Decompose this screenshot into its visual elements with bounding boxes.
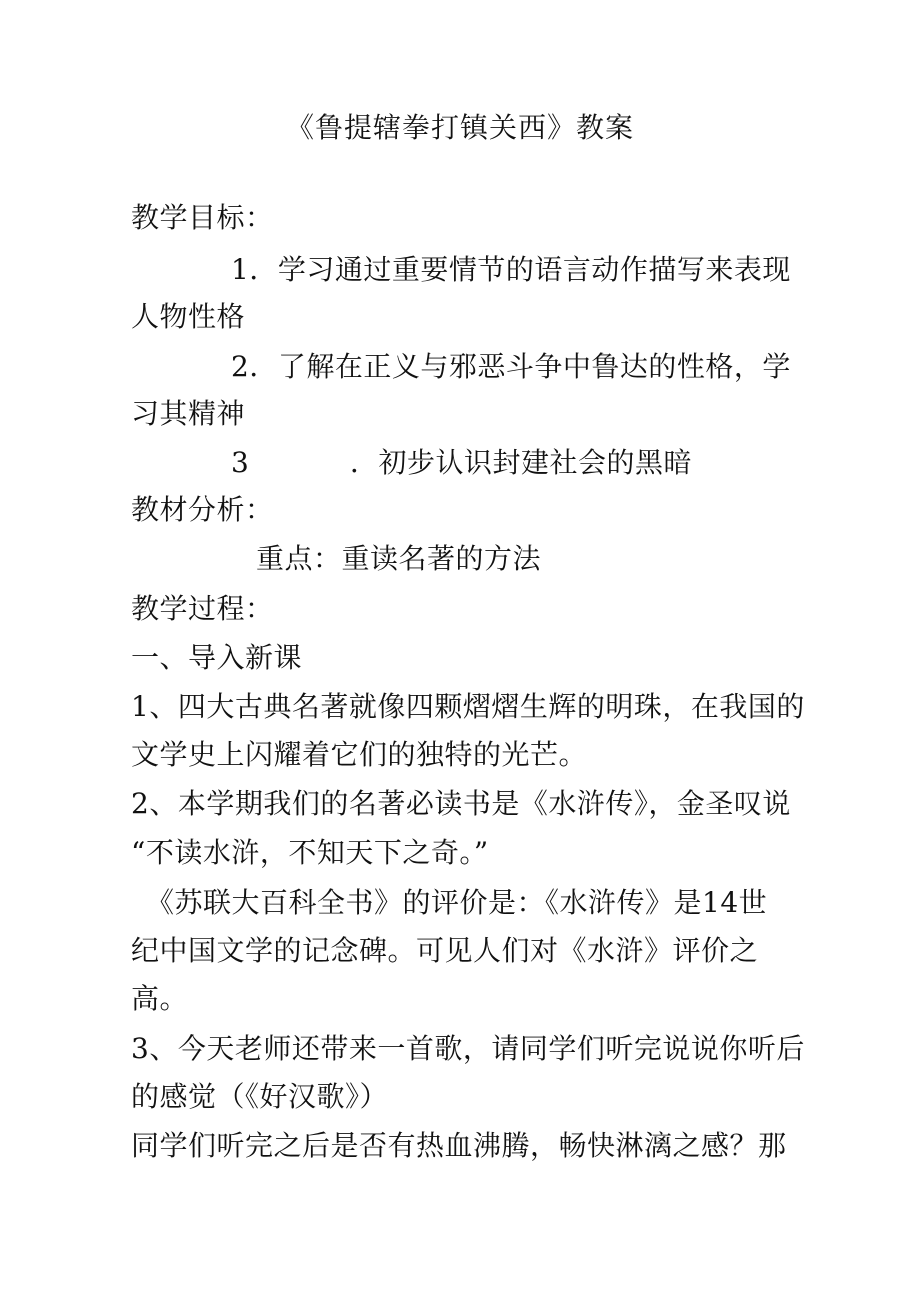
objectives-heading: 教学目标：	[131, 201, 274, 234]
objective-2-line-1: 2．了解在正义与邪恶斗争中鲁达的性格，学	[231, 350, 791, 383]
paragraph-3-line-3: 高。	[131, 982, 189, 1015]
paragraph-2-line-1: 2、本学期我们的名著必读书是《水浒传》，金圣叹说	[131, 787, 791, 820]
paragraph-1-line-1: 1、四大古典名著就像四颗熠熠生辉的明珠，在我国的	[131, 690, 805, 723]
document-title: 《鲁提辖拳打镇关西》教案	[285, 111, 634, 144]
paragraph-3-line-2: 纪中国文学的记念碑。可见人们对《水浒》评价之	[131, 934, 759, 967]
paragraph-4-line-1: 3、今天老师还带来一首歌，请同学们听完说说你听后	[131, 1032, 805, 1065]
process-heading: 教学过程：	[131, 592, 274, 625]
objective-1-line-2: 人物性格	[131, 300, 246, 333]
analysis-heading: 教材分析：	[131, 493, 274, 526]
objective-3-number: 3	[231, 446, 250, 479]
objective-1-line-1: 1．学习通过重要情节的语言动作描写来表现	[231, 253, 791, 286]
paragraph-5-line-1: 同学们听完之后是否有热血沸腾，畅快淋漓之感？那	[131, 1129, 787, 1162]
objective-3-text: ．初步认识封建社会的黑暗	[350, 446, 693, 479]
paragraph-1-line-2: 文学史上闪耀着它们的独特的光芒。	[131, 738, 588, 771]
key-point: 重点：重读名著的方法	[256, 542, 542, 575]
paragraph-2-line-2: “不读水浒，不知天下之奇。”	[131, 836, 489, 869]
paragraph-4-line-2: 的感觉（《好汉歌》）	[131, 1080, 389, 1113]
section-1-heading: 一、导入新课	[131, 641, 303, 674]
paragraph-3-line-1: 《苏联大百科全书》的评价是：《水浒传》是14世	[146, 886, 768, 919]
objective-2-line-2: 习其精神	[131, 397, 246, 430]
